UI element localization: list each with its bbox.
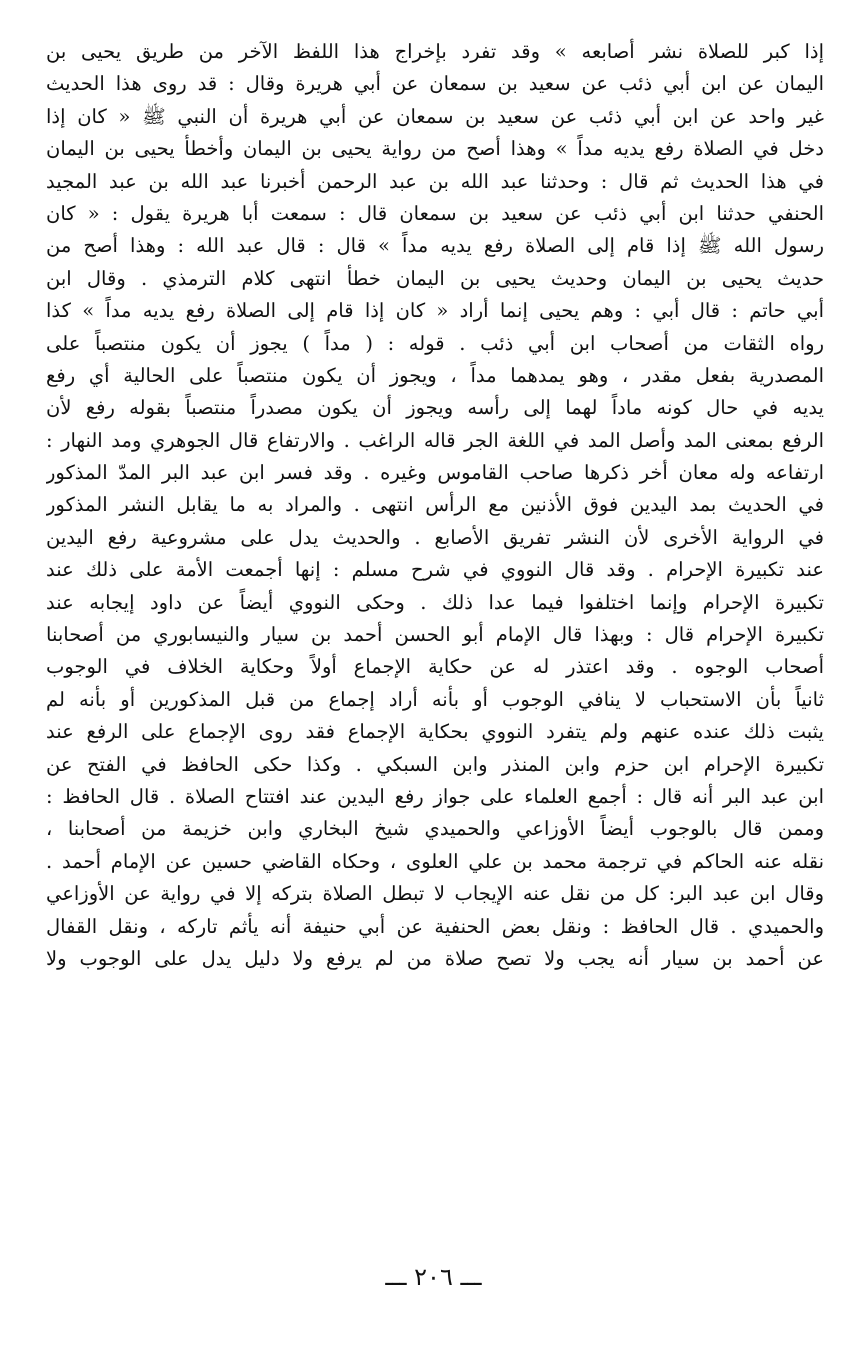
text-line: وممن قال بالوجوب أيضاً الأوزاعي والحميدي شيخ البخاري وابن خزيمة من أصحابنا ،	[46, 817, 824, 841]
text-line: تكبيرة الإحرام ابن حزم وابن المنذر وابن السبكي . وكذا حكى الحافظ في الفتح عن	[46, 752, 824, 776]
text-line: ثانياً بأن الاستحباب لا ينافي الوجوب أو بأنه أراد إجماع من قبل المذكورين أو بأنه لم	[46, 687, 824, 711]
text-line: تكبيرة الإحرام قال : وبهذا قال الإمام أبو الحسن أحمد بن سيار والنيسابوري من أصحابنا	[46, 623, 824, 647]
text-line: رسول الله ﷺ إذا قام إلى الصلاة رفع يديه مداً » قال : قال عبد الله : وهذا أصح من	[46, 234, 824, 258]
text-line: رواه الثقات من أصحاب ابن أبي ذئب . قوله : ( مداً ) يجوز أن يكون منتصباً على	[46, 331, 824, 355]
text-line: يديه في حال كونه ماداً لهما إلى رأسه ويجوز أن يكون مصدراً منتصباً بقوله رفع لأن	[46, 396, 824, 420]
text-line: نقله عنه الحاكم في ترجمة محمد بن علي العلوى ، وحكاه القاضي حسين عن الإمام أحمد .	[46, 849, 824, 873]
text-line: أصحاب الوجوه . وقد اعتذر له عن حكاية الإجماع أولاً وحكاية الخلاف في الوجوب	[46, 655, 824, 679]
page-number: ـــ ٢٠٦ ـــ	[385, 1263, 482, 1291]
text-line: دخل في الصلاة رفع يديه مداً » وهذا أصح من رواية يحيى بن اليمان وأخطأ يحيى بن اليمان	[46, 137, 824, 161]
body-text	[46, 36, 824, 975]
text-line: ارتفاعه وله معان أخر ذكرها صاحب القاموس وغيره . وقد فسر ابن عبد البر المدّ المذكور	[46, 461, 824, 485]
text-line: إذا كبر للصلاة نشر أصابعه » وقد تفرد بإخراج هذا اللفظ الآخر من طريق يحيى بن	[46, 40, 824, 63]
text-line: عن أحمد بن سيار أنه يجب ولا تصح صلاة من لم يرفع ولا دليل يدل على الوجوب ولا	[46, 946, 824, 970]
text-line: أبي حاتم : قال أبي : وهم يحيى إنما أراد « كان إذا قام إلى الصلاة رفع يديه مداً » كذا	[46, 299, 824, 323]
text-line: وقال ابن عبد البر: كل من نقل عنه الإيجاب لا تبطل الصلاة بتركه إلا في رواية عن الأوزاعي	[46, 882, 824, 906]
text-line: الرفع بمعنى المد وأصل المد في اللغة الجر قاله الراغب . والارتفاع قال الجوهري ومد النهار :	[46, 428, 824, 452]
text-line: المصدرية بفعل مقدر ، وهو يمدهما مداً ، ويجوز أن يكون منتصباً على الحالية أي رفع	[46, 363, 824, 387]
text-line: في هذا الحديث ثم قال : وحدثنا عبد الله بن عبد الرحمن أخبرنا عبد الله بن عبد المجيد	[46, 169, 824, 193]
text-line: عند تكبيرة الإحرام . وقد قال النووي في شرح مسلم : إنها أجمعت الأمة على ذلك عند	[46, 558, 824, 582]
text-line: الحنفي حدثنا ابن أبي ذئب عن سعيد بن سمعان قال : سمعت أبا هريرة يقول : « كان	[46, 201, 824, 225]
text-line: حديث يحيى بن اليمان وحديث يحيى بن اليمان خطأ انتهى كلام الترمذي . وقال ابن	[46, 266, 824, 290]
text-line: غير واحد عن ابن أبي ذئب عن سعيد بن سمعان عن أبي هريرة أن النبي ﷺ « كان إذا	[46, 104, 824, 128]
text-line: ابن عبد البر أنه قال : أجمع العلماء على جواز رفع اليدين عند افتتاح الصلاة . قال الحافظ :	[46, 784, 824, 808]
text-line: في الرواية الأخرى لأن النشر تفريق الأصابع . والحديث يدل على مشروعية رفع اليدين	[46, 525, 824, 549]
text-line: في الحديث بمد اليدين فوق الأذنين مع الرأس انتهى . والمراد به ما يقابل النشر المذكور	[46, 493, 824, 517]
text-line: اليمان عن ابن أبي ذئب عن سعيد بن سمعان عن أبي هريرة وقال : قد روى هذا الحديث	[46, 72, 824, 96]
text-line: تكبيرة الإحرام وإنما اختلفوا فيما عدا ذلك . وحكى النووي أيضاً عن داود إيجابه عند	[46, 590, 824, 614]
text-line: يثبت ذلك عنده عنهم ولم يتفرد النووي بحكاية الإجماع فقد روى الإجماع على الرفع عند	[46, 720, 824, 744]
text-line: والحميدي . قال الحافظ : ونقل بعض الحنفية عن أبي حنيفة أنه يأثم تاركه ، ونقل القفال	[46, 914, 824, 938]
